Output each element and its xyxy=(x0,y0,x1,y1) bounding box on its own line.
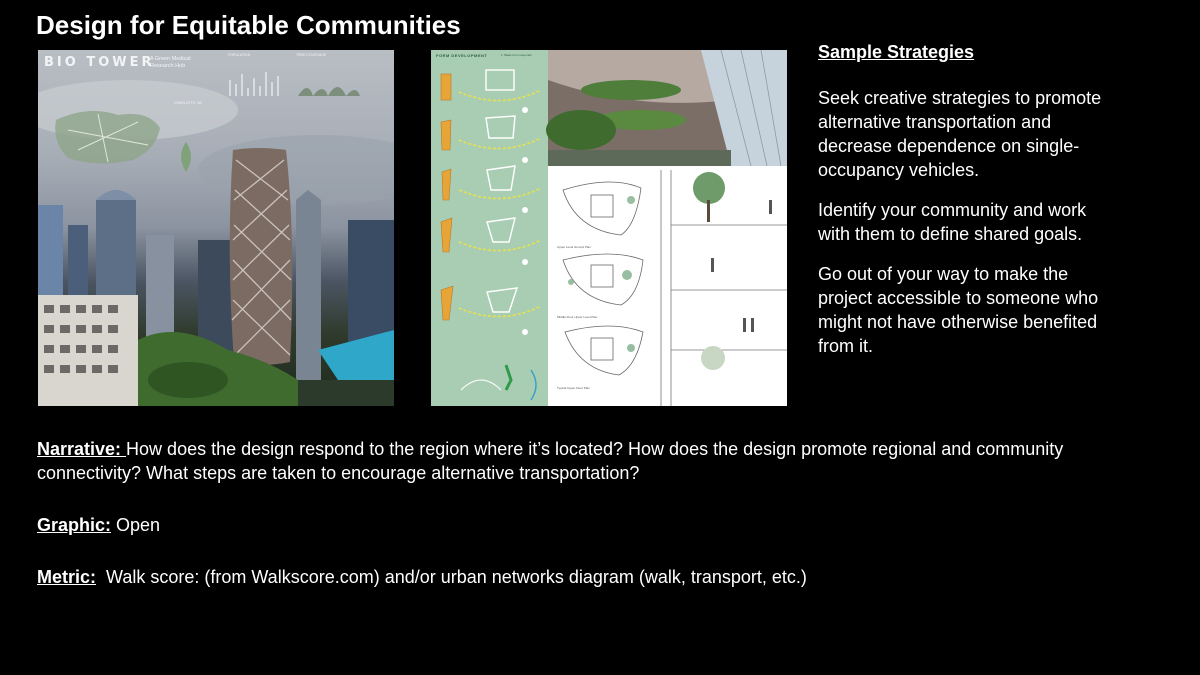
form-development-poster-image xyxy=(431,50,787,406)
bio-tower-illustration xyxy=(38,50,394,406)
slide-title: Design for Equitable Communities xyxy=(36,10,461,40)
sample-strategies-panel xyxy=(818,40,1118,374)
graphic-text: Open xyxy=(111,515,161,535)
narrative-prompt xyxy=(37,437,1137,485)
sample-strategies-heading: Sample Strategies xyxy=(818,42,975,62)
narrative-text: How does the design respond to the region where it’s located? How does the design promote regional and community connectivity? What steps are taken to encourage alternative transportation? xyxy=(37,439,1064,483)
plan-label: Upper Level Ground Plan xyxy=(557,245,591,249)
bio-tower-subtitle: A Green Medical Research Hub xyxy=(150,56,191,69)
metric-label: Metric: xyxy=(37,567,97,587)
prompt-section xyxy=(37,437,1137,617)
strategy-item: Identify your community and work with them to define shared goals. xyxy=(818,200,1087,244)
bio-tower-title: BIO TOWER xyxy=(44,55,155,70)
population-label: POPULATION xyxy=(228,53,251,57)
tree-coverage-label: TREE COVERAGE xyxy=(296,53,327,57)
bio-tower-poster-image xyxy=(38,50,394,406)
form-development-note: 1. Basic form responds xyxy=(501,53,532,57)
narrative-label: Narrative: xyxy=(37,439,127,459)
metric-text: Walk score: (from Walkscore.com) and/or urban networks diagram (walk, transport, etc.) xyxy=(96,567,807,587)
location-label: CHARLOTTE, NC xyxy=(174,101,203,105)
graphic-prompt xyxy=(37,513,1137,537)
strategy-item: Seek creative strategies to promote alternative transportation and decrease dependence on single-occupancy vehicles. xyxy=(818,88,1102,180)
graphic-label: Graphic: xyxy=(37,515,112,535)
form-development-heading: FORM DEVELOPMENT xyxy=(436,53,488,58)
form-development-illustration xyxy=(431,50,787,406)
plan-label: Middle Floor Upper Level Plan xyxy=(557,315,598,319)
strategy-item: Go out of your way to make the project accessible to someone who might not have otherwise benefited from it. xyxy=(818,264,1099,356)
metric-prompt xyxy=(37,565,1137,589)
plan-label: Typical Upper Floor Plan xyxy=(557,386,590,390)
